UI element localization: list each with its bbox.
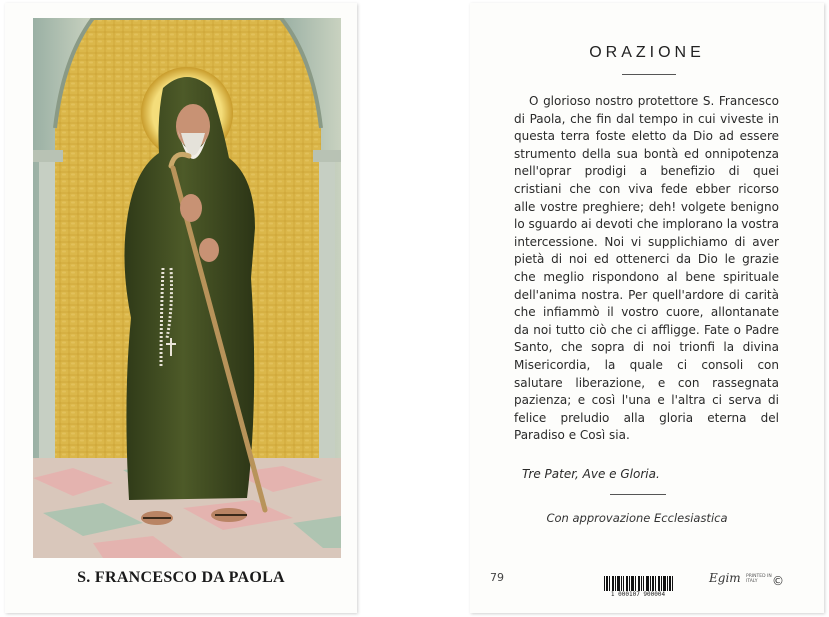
title-divider	[622, 74, 676, 75]
printed-in-label: PRINTED IN ITALY	[746, 574, 772, 584]
prayer-closing: Tre Pater, Ave e Gloria.	[522, 467, 660, 481]
prayer-text: O glorioso nostro protettore S. Francesco di Paola, che fin dal tempo in cui viveste in questa terra foste eletto da Dio ad essere strumento della sua bontà ed onnipotenza nell'oprar prodigi a benefizio di quei cristiani che con viva fede ebber ricorso alle vostre preghiere; deh! volgete benigno lo sguardo ai devoti che implorano la vostra intercessione. Noi vi supplichiamo di aver pietà di noi ed ottenerci da Dio le grazie che meglio rispondono al bene spirituale dell'anima nostra. Per quell'ardore di carità che infiammò il vostro cuore, allontanate da noi tutto ciò che ci affligge. Fate o Padre Santo, che sopra di noi trionfi la divina Misericordia, la quale ci consoli con salutare liberazione, e con rassegnata pazienza; e così l'una e l'altra ci serva di felice preludio alla gloria eterna del Paradiso e Così sia.	[514, 94, 779, 443]
publisher-logo: Egim	[709, 571, 741, 585]
saint-illustration	[33, 18, 341, 558]
barcode-number: 1 000107 900004	[597, 591, 679, 598]
ecclesiastical-approval: Con approvazione Ecclesiastica	[546, 511, 728, 525]
saint-name-caption: S. FRANCESCO DA PAOLA	[77, 569, 285, 586]
copyright-icon: ©	[772, 574, 784, 588]
saint-portrait-image	[33, 18, 341, 558]
card-number: 79	[490, 571, 504, 584]
prayer-title: ORAZIONE	[589, 44, 705, 61]
closing-divider	[610, 494, 666, 495]
